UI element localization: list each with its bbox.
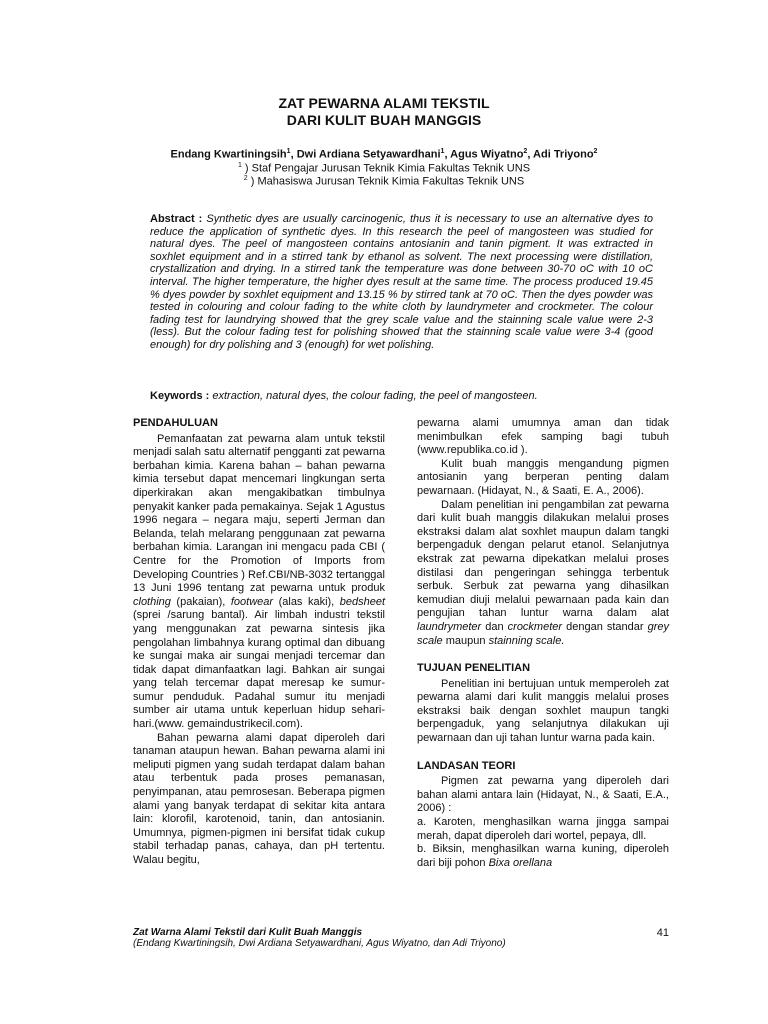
- italic-term: stainning scale.: [488, 634, 565, 647]
- paragraph: pewarna alami umumnya aman dan tidak menimbulkan efek samping bagi tubuh (www.republika.co.id ).: [417, 417, 669, 457]
- text-run: b. Biksin, menghasilkan warna kuning, diperoleh dari biji pohon: [417, 843, 669, 869]
- keywords-label: Keywords :: [150, 390, 210, 402]
- text-run: dan: [481, 620, 508, 633]
- footer-authors: (Endang Kwartiningsih, Dwi Ardiana Setyawardhani, Agus Wiyatno, dan Adi Triyono): [133, 938, 506, 949]
- italic-term: clothing: [133, 595, 171, 608]
- paragraph: [133, 433, 385, 732]
- page-number: 41: [656, 927, 669, 939]
- footer-title: Zat Warna Alami Tekstil dari Kulit Buah Manggis: [133, 927, 363, 938]
- right-column: [417, 417, 669, 870]
- affiliation-sup: 2: [243, 175, 248, 182]
- list-item: a. Karoten, menghasilkan warna jingga sampai merah, dapat diperoleh dari wortel, pepaya, dll.: [417, 816, 669, 842]
- abstract: [150, 213, 653, 352]
- text-run: Pemanfaatan zat pewarna alam untuk tekstil menjadi salah satu alternatif pengganti zat pewarna berbahan kimia. Karena bahan – bahan pewarna kimia tersebut dapat mencemari lingkungan serta diperkirakan akan mengakibatkan timbulnya penyakit kanker pada pemakainya. Sejak 1 Agustus 1996 negara – negara maju, seperti Jerman dan Belanda, telah melarang penggunaan zat pewarna berbahan kimia. Larangan ini mengacu pada CBI ( Centre for the Promotion of Imports from Developing Countries ) Ref.CBI/NB-3032 tertanggal 13 Juni 1996 tentang zat pewarna untuk produk: [133, 432, 385, 595]
- section-heading-pendahuluan: PENDAHULUAN: [133, 417, 218, 429]
- title-line-2: DARI KULIT BUAH MANGGIS: [286, 112, 482, 128]
- author-sup: 1: [440, 148, 445, 155]
- text-run: dengan standar: [562, 620, 648, 633]
- title-line-1: ZAT PEWARNA ALAMI TEKSTIL: [278, 95, 490, 111]
- paragraph: Bahan pewarna alami dapat diperoleh dari tanaman ataupun hewan. Bahan pewarna alami ini meliputi pigmen yang sudah terdapat dalam bahan atau terbentuk pada proses pemanasan, penyimpanan, atau pemrosesan. Beberapa pigmen alami yang banyak terdapat di sekitar kita antara lain: klorofil, karotenoid, tanin, dan antosianin. Umumnya, pigmen-pigmen ini bersifat tidak cukup stabil terhadap panas, cahaya, dan pH tertentu. Walau begitu,: [133, 731, 385, 866]
- paper-title: [0, 95, 768, 129]
- section-heading-landasan: LANDASAN TEORI: [417, 759, 516, 772]
- list-item: [417, 843, 669, 870]
- text-run: (sprei /sarung bantal). Air limbah industri tekstil yang menggunakan zat pewarna sintesis jika pengolahan limbahnya kurang optimal dan dibuang ke sungai maka air sungai menjadi tercemar dan tidak dapat dimanfaatkan lagi. Bahkan air sungai yang telah tercemar dapat meresap ke sumur-sumur penduduk. Padahal sumur itu menjadi sumber air utama untuk keperluan hidup sehari-hari.(www. gemaindustrikecil.com).: [133, 609, 385, 731]
- italic-term: crockmeter: [507, 620, 563, 633]
- abstract-label: Abstract :: [150, 213, 203, 225]
- left-column: [133, 417, 385, 868]
- affiliation-sup: 1: [237, 162, 242, 169]
- text-run: (alas kaki),: [273, 595, 340, 608]
- paragraph: Penelitian ini bertujuan untuk memperoleh zat pewarna alami dari kulit manggis melalui proses ekstraksi baik dengan soxhlet maupun tangki berpengaduk, yang selanjutnya dilakukan uji pewarnaan dan uji tahan luntur warna pada kain.: [417, 677, 669, 745]
- text-run: (pakaian),: [170, 595, 231, 608]
- paragraph: Pigmen zat pewarna yang diperoleh dari bahan alami antara lain (Hidayat, N., & Saati, E.A., 2006) :: [417, 775, 669, 815]
- italic-term: footwear: [230, 595, 274, 608]
- author-name: Adi Triyono: [533, 148, 594, 161]
- author-name: Dwi Ardiana Setyawardhani: [296, 148, 441, 161]
- paragraph: [417, 499, 669, 649]
- author-name: Endang Kwartiningsih: [170, 148, 287, 161]
- section-heading-tujuan: TUJUAN PENELITIAN: [417, 662, 531, 675]
- author-sup: 2: [593, 148, 598, 155]
- page-footer: [133, 927, 669, 949]
- affiliation-text: ) Staf Pengajar Jurusan Teknik Kimia Fakultas Teknik UNS: [244, 162, 531, 175]
- keywords: [150, 390, 653, 402]
- italic-term: grey scale: [417, 620, 669, 647]
- author-sup: 2: [523, 148, 528, 155]
- text-run: maupun: [442, 634, 489, 647]
- italic-term: Bixa orellana: [488, 856, 553, 869]
- italic-term: bedsheet: [339, 595, 386, 608]
- author-name: Agus Wiyatno: [450, 148, 524, 161]
- italic-term: laundrymeter: [417, 620, 482, 633]
- abstract-text: Synthetic dyes are usually carcinogenic, thus it is necessary to use an alternative dyes to reduce the application of synthetic dyes. In this research the peel of mangosteen was studied for natural dyes. The peel of mangosteen contains antosianin and tanin pigment. It was extracted in soxhlet equipment and in a stirred tank by ethanol as solvent. The next processing were distillation, crystallization and drying. In a stirred tank the temperature was done between 30-70 oC with 10 oC interval. The higher temperature, the higher dyes result at the same time. The process produced 19.45 % dyes powder by soxhlet equipment and 13.15 % by stirred tank at 70 oC. Then the dyes powder was tested in colouring and colour fading to the white cloth by laundrymeter and crockmeter. The colour fading test for laundrying showed that the grey scale value and the stainning scale value were 2-3 (less). But the colour fading test for polishing showed that the stainning scale value were 3-4 (good enough) for dry polishing and 3 (enough) for wet polishing.: [150, 213, 653, 351]
- affiliation-1: [0, 162, 768, 175]
- affiliation-text: ) Mahasiswa Jurusan Teknik Kimia Fakultas Teknik UNS: [250, 175, 525, 188]
- author-list: Endang Kwartiningsih$^1$, Dwi Ardiana Setyawardhani$^1$, Agus Wiyatno$^2$, Adi Triyono$^2$: [170, 148, 598, 161]
- affiliation-2: [0, 175, 768, 188]
- text-run: Dalam penelitian ini pengambilan zat pewarna dari kulit buah manggis dilakukan melalui proses ekstraksi dalam alat soxhlet maupun dalam tangki berpengaduk dengan pelarut etanol. Selanjutnya ekstrak zat pewarna dipekatkan melalui proses distilasi dan pengeringan sehingga terbentuk serbuk. Serbuk zat pewarna yang dihasilkan kemudian diuji melalui pewarnaan pada kain dan pengujian tahan luntur warna dalam alat: [417, 498, 669, 620]
- author-sup: 1: [286, 148, 291, 155]
- keywords-text: extraction, natural dyes, the colour fading, the peel of mangosteen.: [212, 390, 538, 402]
- paragraph: Kulit buah manggis mengandung pigmen antosianin yang berperan penting dalam pewarnaan. (Hidayat, N., & Saati, E. A., 2006).: [417, 457, 669, 497]
